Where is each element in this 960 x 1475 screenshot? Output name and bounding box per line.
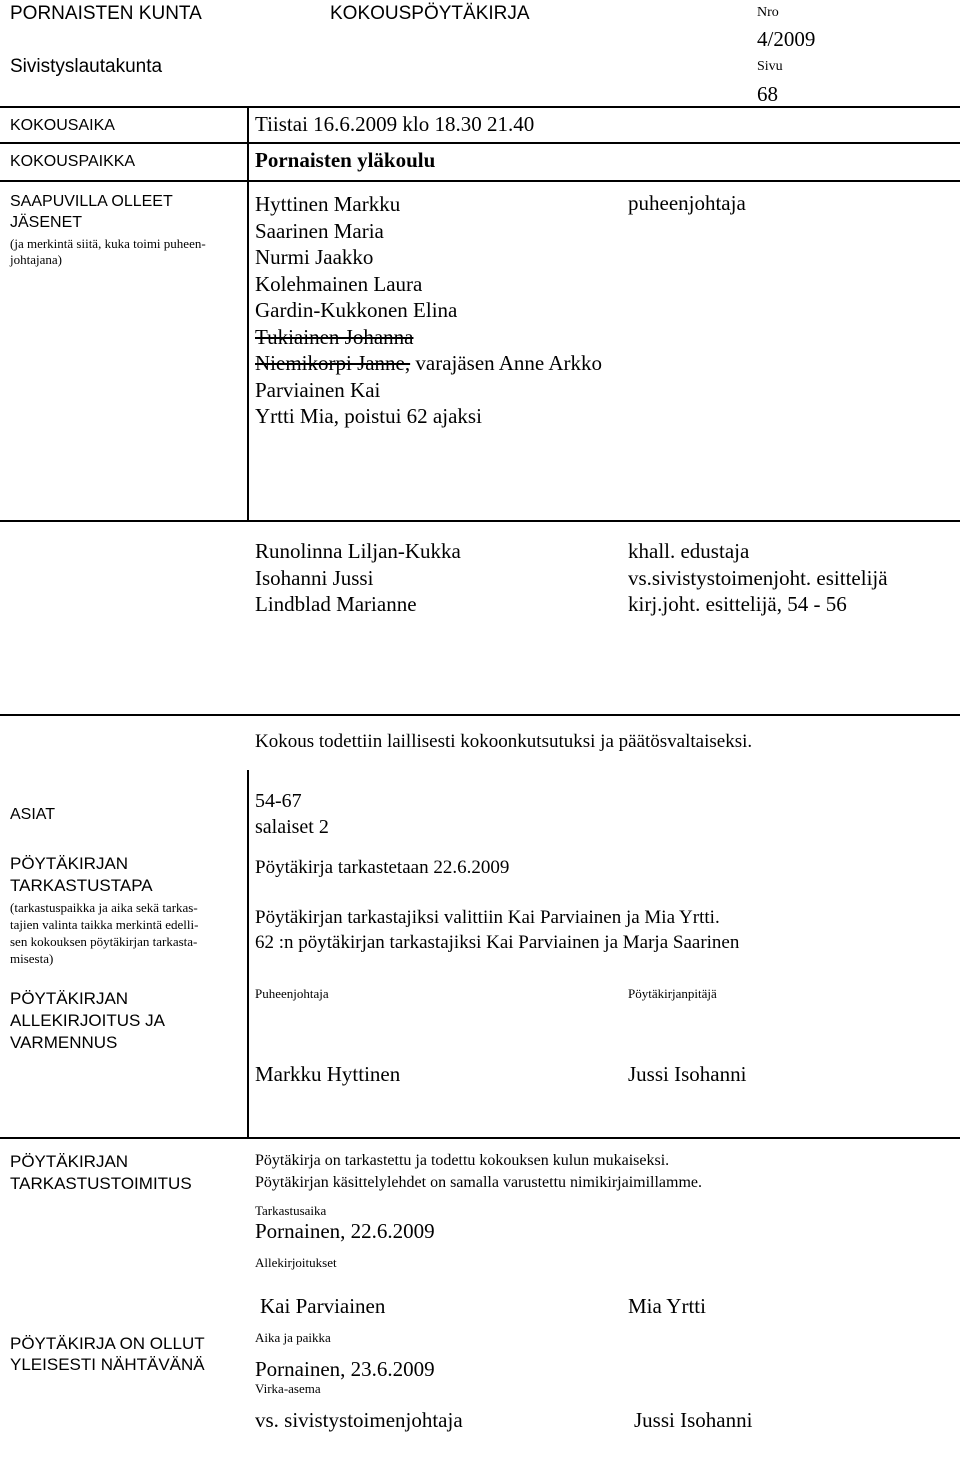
inspection-method-label-line1: PÖYTÄKIRJAN: [10, 854, 129, 873]
matters-label: ASIAT: [10, 806, 56, 823]
matters-value-line1: 54-67: [255, 790, 302, 812]
sivu-value: 68: [757, 82, 778, 106]
member-item-substitute: [255, 350, 602, 377]
meeting-time-value: Tiistai 16.6.2009 klo 18.30 21.40: [255, 112, 535, 136]
other-role: vs.sivistystoimenjoht. esittelijä: [628, 565, 888, 590]
inspection-method-note: [10, 899, 198, 967]
position-value: vs. sivistystoimenjohtaja: [255, 1408, 463, 1432]
signer-2: Mia Yrtti: [628, 1294, 706, 1318]
rule-place: [0, 180, 960, 182]
member-item: Nurmi Jaakko: [255, 245, 374, 269]
inspection-time-value: Pornainen, 22.6.2009: [255, 1219, 435, 1243]
signature-label-line2: ALLEKIRJOITUS JA: [10, 1011, 165, 1030]
official-name: Jussi Isohanni: [634, 1408, 753, 1432]
rule-col-b: [247, 770, 249, 1137]
chair-name: Markku Hyttinen: [255, 1062, 401, 1086]
public-display-label-line2: YLEISESTI NÄHTÄVÄNÄ: [10, 1355, 205, 1374]
rule-others: [0, 714, 960, 716]
substitute-note: varajäsen Anne Arkko: [410, 351, 603, 375]
signature-label-line1: PÖYTÄKIRJAN: [10, 989, 129, 1008]
note-line: (tarkastuspaikka ja aika sekä tarkas-: [10, 900, 198, 915]
secretary-title: Pöytäkirjanpitäjä: [628, 986, 717, 1001]
inspection-done-line2: Pöytäkirjan käsittelylehdet on samalla varustettu nimikirjaimillamme.: [255, 1174, 703, 1191]
rule-col-a: [247, 106, 249, 520]
other-role: khall. edustaja: [628, 539, 750, 563]
note-line: misesta): [10, 951, 54, 966]
signatures-label: Allekirjoitukset: [255, 1255, 337, 1270]
inspection-method-label-line2: TARKASTUSTAPA: [10, 876, 153, 895]
inspection-done-label-line2: TARKASTUSTOIMITUS: [10, 1174, 192, 1193]
member-item: Gardin-Kukkonen Elina: [255, 298, 458, 322]
secretary-name: Jussi Isohanni: [628, 1062, 747, 1086]
other-name: Runolinna Liljan-Kukka: [255, 539, 461, 563]
display-place-value: Pornainen, 23.6.2009: [255, 1357, 435, 1381]
document-type: KOKOUSPÖYTÄKIRJA: [330, 3, 530, 24]
signer-1: Kai Parviainen: [260, 1294, 386, 1318]
attendees-label-line1: SAAPUVILLA OLLEET: [10, 193, 173, 210]
matters-value-line2: salaiset 2: [255, 816, 329, 838]
inspectors-line-62: 62 :n pöytäkirjan tarkastajiksi Kai Parviainen ja Marja Saarinen: [255, 932, 740, 953]
meeting-place-label: KOKOUSPAIKKA: [10, 153, 136, 170]
inspectors-line: Pöytäkirjan tarkastajiksi valittiin Kai Parviainen ja Mia Yrtti.: [255, 907, 720, 928]
sivu-label: Sivu: [757, 59, 783, 74]
other-name: Lindblad Marianne: [255, 592, 417, 616]
inspection-time-label: Tarkastusaika: [255, 1203, 327, 1218]
other-name: Isohanni Jussi: [255, 565, 374, 590]
inspection-date: Pöytäkirja tarkastetaan 22.6.2009: [255, 857, 510, 878]
inspection-done-line1: Pöytäkirja on tarkastettu ja todettu kokouksen kulun mukaiseksi.: [255, 1152, 670, 1169]
others-names: [255, 538, 461, 618]
rule-time: [0, 142, 960, 144]
public-display-label-line1: PÖYTÄKIRJA ON OLLUT: [10, 1334, 205, 1353]
note-line: sen kokouksen pöytäkirjan tarkasta-: [10, 934, 198, 949]
member-item-struck: Tukiainen Johanna: [255, 324, 414, 349]
note-line: tajien valinta taikka merkintä edelli-: [10, 917, 199, 932]
attendees-note-line2: johtajana): [10, 252, 62, 267]
member-item: Parviainen Kai: [255, 377, 381, 402]
nro-label: Nro: [757, 5, 779, 20]
attendees-label-line2: JÄSENET: [10, 214, 83, 231]
display-place-label: Aika ja paikka: [255, 1330, 331, 1345]
meeting-time-label: KOKOUSAIKA: [10, 117, 115, 134]
inspection-done-label-line1: PÖYTÄKIRJAN: [10, 1152, 129, 1171]
chair-role: puheenjohtaja: [628, 191, 746, 215]
meeting-place-value: Pornaisten yläkoulu: [255, 148, 436, 172]
board-name: Sivistyslautakunta: [10, 56, 163, 77]
chair-title: Puheenjohtaja: [255, 986, 329, 1001]
position-label: Virka-asema: [255, 1381, 321, 1396]
rule-attendees: [0, 520, 960, 522]
nro-value: 4/2009: [757, 27, 816, 51]
other-role: kirj.joht. esittelijä, 54 - 56: [628, 592, 847, 616]
rule-matters: [0, 1137, 960, 1139]
member-item: Hyttinen Markku: [255, 192, 401, 216]
attendees-note-line1: (ja merkintä siitä, kuka toimi puheen-: [10, 236, 206, 251]
legality-statement: Kokous todettiin laillisesti kokoonkutsutuksi ja päätösvaltaiseksi.: [255, 731, 753, 752]
members-list: [255, 191, 602, 430]
member-item: Saarinen Maria: [255, 218, 384, 243]
member-struck-name: Niemikorpi Janne,: [255, 351, 411, 375]
municipality-name: PORNAISTEN KUNTA: [10, 3, 202, 24]
member-item: Yrtti Mia, poistui 62 ajaksi: [255, 404, 482, 428]
member-item: Kolehmainen Laura: [255, 271, 423, 296]
others-roles: [628, 538, 888, 618]
rule-top: [0, 106, 960, 108]
signature-label-line3: VARMENNUS: [10, 1033, 118, 1052]
